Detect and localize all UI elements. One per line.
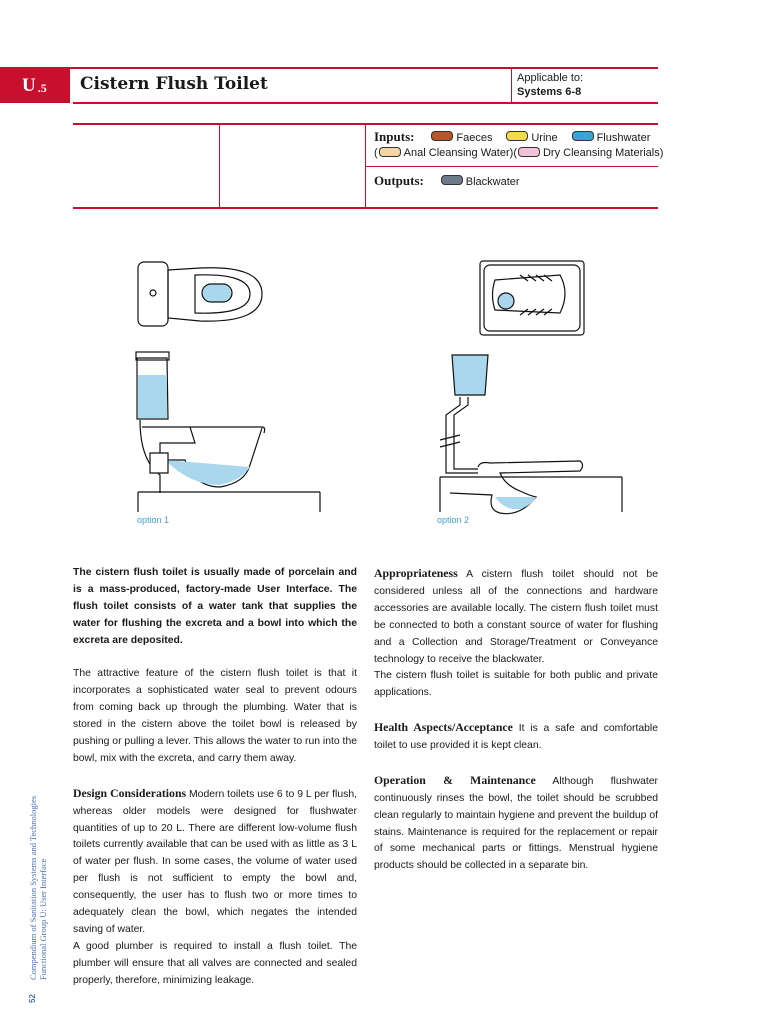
page-title: Cistern Flush Toilet xyxy=(80,74,268,94)
urine-swatch xyxy=(506,131,528,141)
flushwater-swatch xyxy=(572,131,594,141)
outputs-label: Outputs: xyxy=(374,173,424,188)
option1-top-view xyxy=(138,262,262,326)
health-heading: Health Aspects/Acceptance xyxy=(374,720,513,735)
sidebar-line-1: Compendium of Sanitation Systems and Technologies xyxy=(28,795,38,980)
header-bottom-rule xyxy=(73,102,658,104)
om-heading: Operation & Maintenance xyxy=(374,772,536,787)
output-blackwater: Blackwater xyxy=(465,176,520,188)
page-number: 52 xyxy=(28,994,37,1003)
om-body: Although flushwater continuously rinses the bowl, the toilet should be scrubbed clean regularly to maintain hygiene and prevent the buildup of stains. Maintenance is required for the replacement or repair of some mechanical parts or fittings. Menstrual hygiene products should be collected in a separate bin. xyxy=(374,775,658,872)
input-anal-cleansing-water: Anal Cleansing Water xyxy=(403,147,510,159)
option1-side-view xyxy=(136,352,320,512)
health-body: It is a safe and comfortable toilet to use provided it is kept clean. xyxy=(374,723,658,752)
option2-side-view xyxy=(440,355,622,514)
io-bottom-rule xyxy=(73,207,658,209)
section-code: U xyxy=(22,74,36,96)
faeces-swatch xyxy=(431,131,453,141)
design-heading: Design Considerations xyxy=(73,785,187,800)
left-column xyxy=(73,565,357,990)
right-column xyxy=(374,565,658,875)
appropriateness-body-2: The cistern flush toilet is suitable for both public and private applications. xyxy=(374,670,658,699)
input-urine: Urine xyxy=(531,132,558,144)
appropriateness-heading: Appropriateness xyxy=(374,566,458,580)
applicable-label: Applicable to: xyxy=(517,72,584,84)
io-divider-1 xyxy=(219,125,220,207)
section-code-badge xyxy=(0,68,70,103)
inputs-row-1 xyxy=(374,128,650,146)
appropriateness-body: A cistern flush toilet should not be considered unless all of the connections and hardware accessories are available locally. The cistern flush toilet must be connected to both a constant source of water for flushing and a Collection and Storage/Treatment or Conveyance technology to receive the blackwater. xyxy=(374,569,658,665)
blackwater-swatch xyxy=(441,175,463,185)
design-body-2: A good plumber is required to install a flush toilet. The plumber will ensure that all valves are connected and sealed properly, therefore, minimizing leakage. xyxy=(73,940,357,986)
section-code-sub: .5 xyxy=(37,80,47,95)
om-section xyxy=(374,772,658,875)
dry-cleansing-swatch xyxy=(518,147,540,157)
toilet-illustration xyxy=(0,215,768,535)
intro-paragraph: The cistern flush toilet is usually made of porcelain and is a mass-produced, factory-made User Interface. The flush toilet consists of a water tank that supplies the water for flushing the excreta and a bowl into which the excreta are deposited. xyxy=(73,567,357,646)
appropriateness-section xyxy=(374,565,658,668)
design-section xyxy=(73,785,357,939)
applicable-value: Systems 6-8 xyxy=(517,86,582,98)
sidebar-line-2: Functional Group U: User Interface xyxy=(38,858,48,980)
figure-caption-option1: option 1 xyxy=(137,515,170,525)
input-faeces: Faeces xyxy=(456,132,493,144)
paragraph-water-seal: The attractive feature of the cistern flush toilet is that it incorporates a sophisticated water seal to prevent odours from coming back up through the plumbing. Water that is stored in the cistern above the toilet bowl is released by pushing or pulling a lever. This allows the water to run into the bowl, mix with the excreta, and carry them away. xyxy=(73,668,357,764)
io-middle-rule xyxy=(366,166,658,167)
header-top-rule xyxy=(0,67,658,69)
design-body: Modern toilets use 6 to 9 L per flush, whereas older models were designed for flushwater quantities of up to 20 L. There are different low-volume flush toilets currently available that can be used with as little as 3 L of water per flush. In some cases, the volume of water used per flush is not sufficient to empty the bowl and, consequently, the user has to flush two or more times to adequately clean the bowl, which negates the intended saving of water. xyxy=(73,788,357,935)
anal-cleansing-swatch xyxy=(379,147,401,157)
input-dry-cleansing-materials: Dry Cleansing Materials xyxy=(542,147,660,159)
outputs-row xyxy=(374,172,520,190)
header-divider xyxy=(511,69,512,103)
sidebar-text xyxy=(28,796,48,980)
health-section xyxy=(374,719,658,755)
input-flushwater: Flushwater xyxy=(596,132,651,144)
figure-caption-option2: option 2 xyxy=(437,515,470,525)
option2-top-view xyxy=(480,261,584,335)
inputs-label: Inputs: xyxy=(374,129,415,144)
inputs-row-2: ( Anal Cleansing Water)( Dry Cleansing Materials) xyxy=(374,147,664,159)
